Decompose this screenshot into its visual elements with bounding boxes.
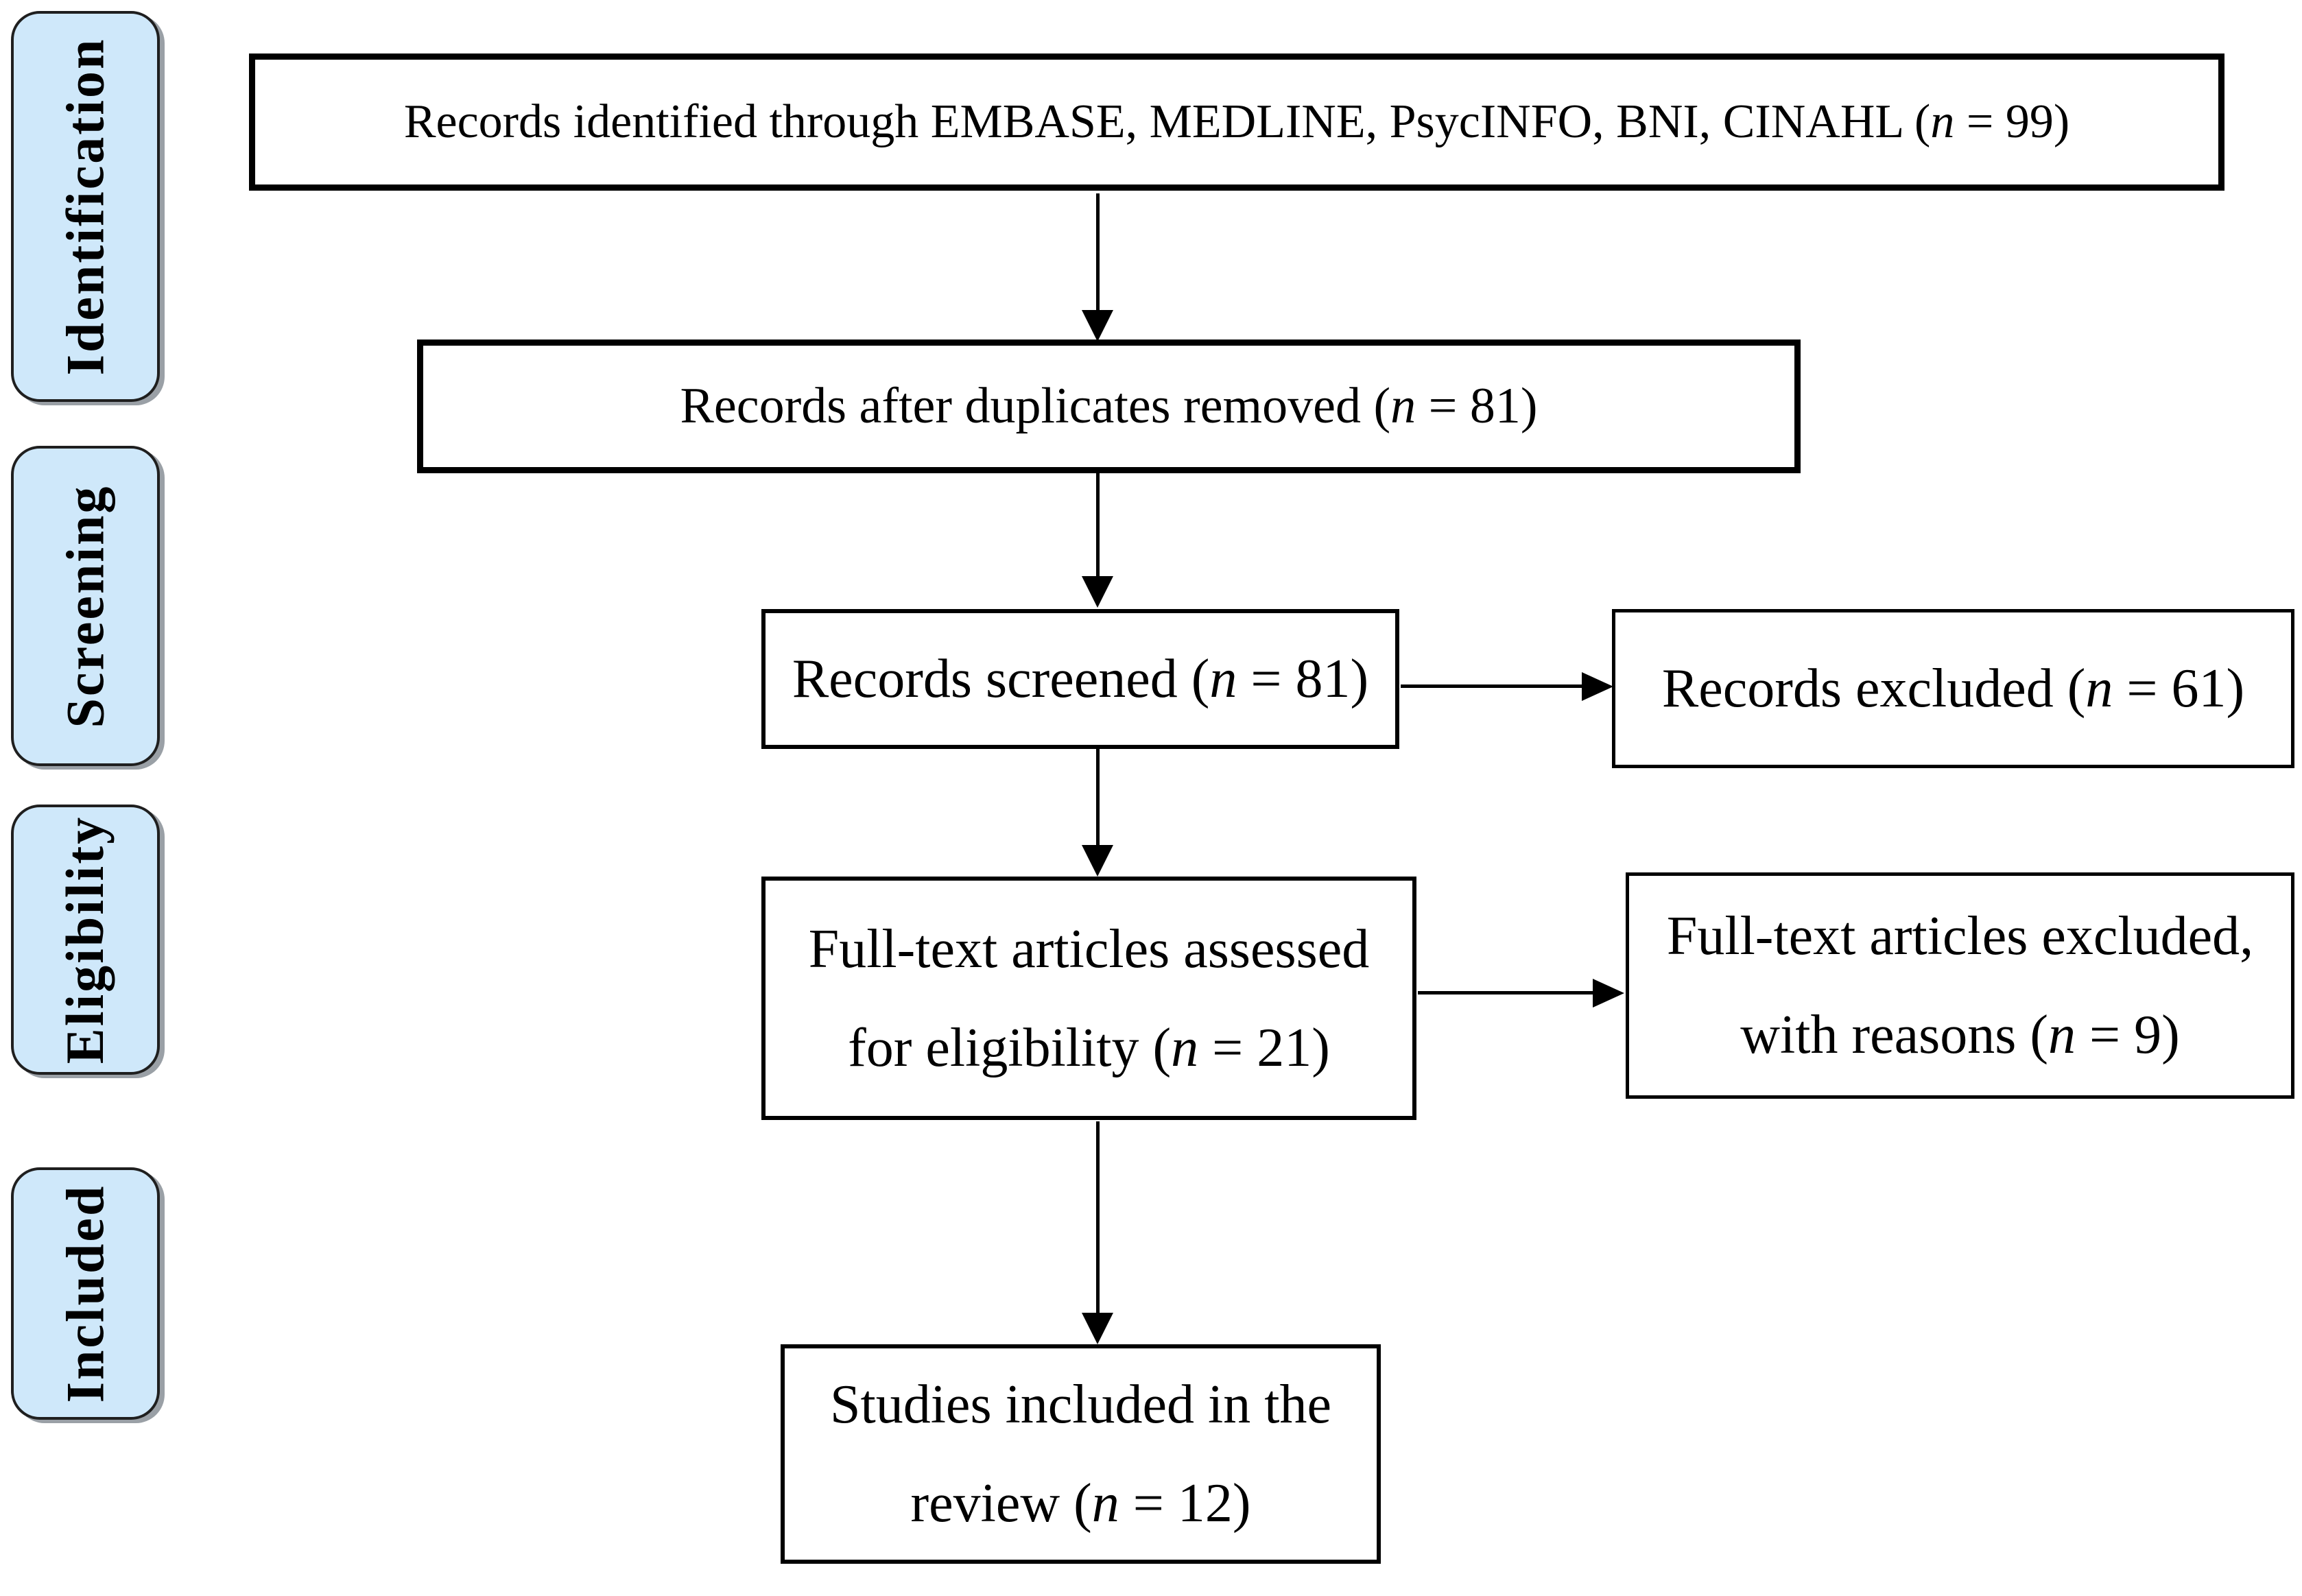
flow-box-studies-included <box>781 1344 1381 1564</box>
arrow-down-icon <box>1082 845 1113 877</box>
box-text-segment: for eligibility ( <box>848 1017 1172 1078</box>
box-text-line <box>1662 639 2244 738</box>
stage-label-eligibility: Eligibility <box>55 815 115 1064</box>
box-text-line <box>680 361 1538 452</box>
box-text-segment: Records excluded ( <box>1661 658 2086 719</box>
stage-tab-included <box>11 1167 160 1420</box>
flow-box-records-screened <box>761 609 1399 749</box>
box-text-segment: review ( <box>910 1473 1092 1534</box>
box-text-line <box>1740 986 2180 1084</box>
flow-box-records-identified <box>249 53 2224 191</box>
arrow-identified-to-duplicates-shaft <box>1096 193 1100 311</box>
arrow-fulltext-to-excluded-shaft <box>1418 991 1595 994</box>
box-text-line <box>792 630 1368 728</box>
box-text-line <box>848 999 1330 1097</box>
italic-n-count: n <box>2085 658 2113 719</box>
box-text-segment: = 9) <box>2076 1005 2180 1065</box>
box-text-segment: Full-text articles excluded, <box>1666 906 2254 966</box>
stage-label-identification: Identification <box>55 37 115 376</box>
box-text-line <box>404 79 2069 165</box>
flow-box-fulltext-assessed <box>761 877 1416 1120</box>
box-text-segment: Records screened ( <box>792 649 1210 709</box>
box-text-line <box>809 900 1370 999</box>
arrow-down-icon <box>1082 576 1113 608</box>
arrow-down-icon <box>1082 310 1113 342</box>
box-text-line <box>1667 887 2253 986</box>
box-text-segment: = 99) <box>1954 95 2070 148</box>
stage-label-included: Included <box>55 1184 115 1403</box>
box-text-segment: Records after duplicates removed ( <box>680 377 1391 434</box>
box-text-segment: = 81) <box>1416 377 1538 434</box>
arrow-screened-to-excluded-shaft <box>1401 684 1585 688</box>
arrow-down-icon <box>1082 1313 1113 1344</box>
stage-label-screening: Screening <box>55 484 115 728</box>
arrow-fulltext-to-included-shaft <box>1096 1121 1100 1314</box>
arrow-right-icon <box>1582 672 1613 701</box>
box-text-segment: = 21) <box>1198 1017 1330 1078</box>
box-text-line <box>830 1355 1331 1454</box>
italic-n-count: n <box>1209 649 1237 709</box>
box-text-line <box>910 1454 1250 1553</box>
box-text-segment: = 12) <box>1119 1473 1251 1534</box>
flow-box-records-after-duplicates <box>417 340 1801 473</box>
box-text-segment: Records identified through EMBASE, MEDLINE, PsycINFO, BNI, CINAHL ( <box>403 95 1931 148</box>
box-text-segment: = 81) <box>1237 649 1369 709</box>
flow-box-fulltext-excluded <box>1626 872 2294 1099</box>
box-text-segment: Studies included in the <box>829 1374 1331 1435</box>
stage-tab-identification <box>11 11 160 402</box>
box-text-segment: Full-text articles assessed <box>808 918 1370 979</box>
box-text-segment: with reasons ( <box>1740 1005 2049 1065</box>
italic-n-count: n <box>1930 95 1955 148</box>
italic-n-count: n <box>1171 1017 1199 1078</box>
italic-n-count: n <box>2048 1005 2076 1065</box>
stage-tab-screening <box>11 446 160 766</box>
flow-box-records-excluded <box>1612 609 2294 768</box>
arrow-duplicates-to-screened-shaft <box>1096 473 1100 577</box>
box-text-segment: = 61) <box>2113 658 2245 719</box>
italic-n-count: n <box>1390 377 1416 434</box>
italic-n-count: n <box>1091 1473 1119 1534</box>
arrow-right-icon <box>1593 979 1624 1008</box>
arrow-screened-to-fulltext-shaft <box>1096 749 1100 846</box>
stage-tab-eligibility <box>11 805 160 1075</box>
